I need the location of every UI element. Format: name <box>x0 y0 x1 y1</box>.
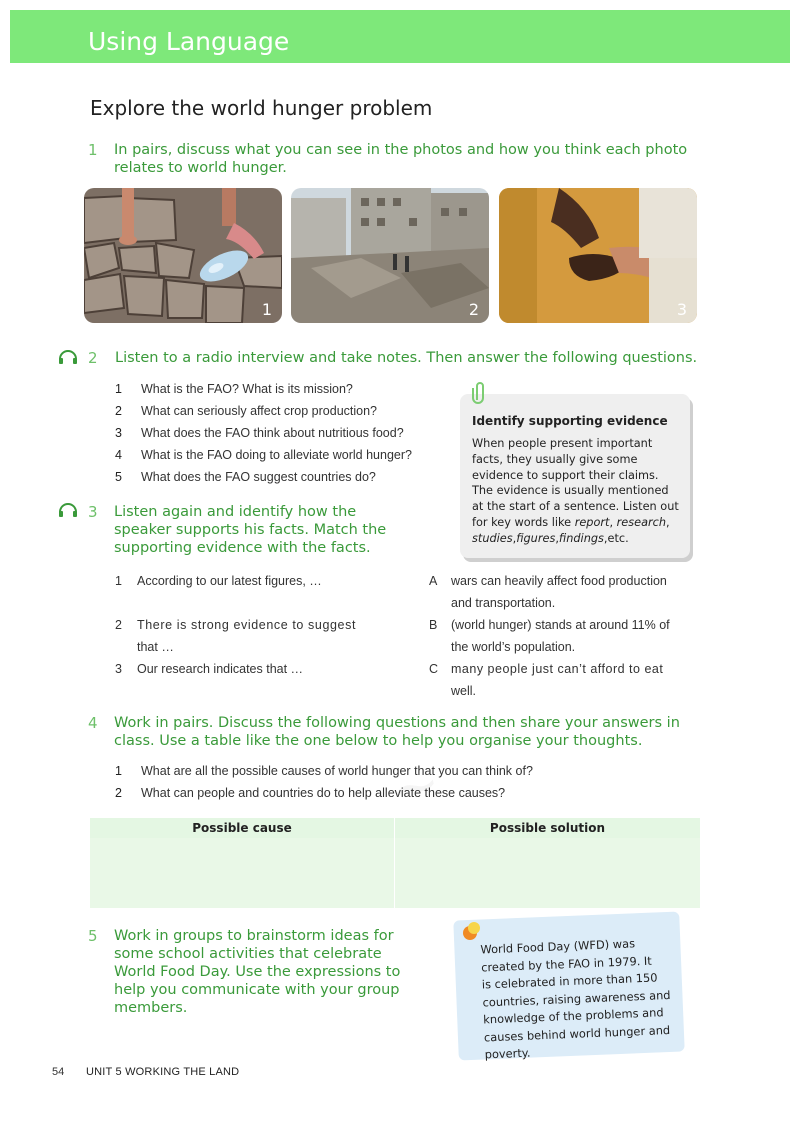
item-text: well. <box>451 684 477 698</box>
tip-line: The evidence is usually mentioned <box>472 484 669 498</box>
task-2-question-list <box>115 382 455 492</box>
tip-line: When people present important <box>472 437 653 450</box>
unit-label: UNIT 5 WORKING THE LAND <box>86 1066 240 1078</box>
photo-number: 1 <box>261 300 272 319</box>
headphones-icon <box>58 500 78 518</box>
item-text: many people just can’t afford to eat <box>451 662 664 676</box>
list-item <box>115 404 377 418</box>
item-letter: A <box>429 574 438 588</box>
item-number: 1 <box>115 382 122 396</box>
task-4-line: Work in pairs. Discuss the following questions and then share your answers in <box>114 715 680 731</box>
note-line: causes behind world hunger and <box>483 1022 671 1044</box>
task-5-line: Work in groups to brainstorm ideas for <box>114 928 394 944</box>
tip-line <box>472 531 684 547</box>
item-number: 2 <box>115 786 122 800</box>
tip-line: at the start of a sentence. Listen out <box>472 500 679 514</box>
separator: , <box>555 531 559 545</box>
photo-number: 2 <box>468 300 479 319</box>
note-line: countries, raising awareness and <box>482 987 671 1009</box>
item-text: What is the FAO doing to alleviate world hunger? <box>141 448 412 462</box>
headphones-icon <box>58 347 78 365</box>
item-text: What does the FAO suggest countries do? <box>141 470 376 484</box>
task-5-line: help you communicate with your group <box>114 982 400 998</box>
item-number: 2 <box>115 618 122 632</box>
task-5-number: 5 <box>88 927 98 945</box>
note-card <box>453 912 684 1061</box>
task-1-number: 1 <box>88 141 98 159</box>
task-4-text <box>114 714 680 750</box>
note-text <box>480 934 675 1064</box>
note-line: poverty. <box>484 1045 531 1062</box>
list-item <box>115 448 412 462</box>
keyword: studies <box>472 531 513 545</box>
table-header-cause: Possible cause <box>192 821 292 835</box>
note-line: knowledge of the problems and <box>482 1005 664 1027</box>
table-body-row <box>90 838 700 908</box>
hands-photo <box>499 188 697 323</box>
list-item <box>115 382 353 396</box>
keyword: figures <box>516 531 556 545</box>
item-number: 1 <box>115 574 122 588</box>
note-line: created by the FAO in 1979. It <box>480 953 652 975</box>
evidence-list <box>115 570 405 680</box>
page-header-title: Using Language <box>88 27 290 56</box>
task-5-text <box>114 927 400 1017</box>
item-text: What can seriously affect crop production? <box>141 404 378 418</box>
separator: , <box>512 531 517 545</box>
item-letter: C <box>429 662 439 676</box>
keyword: research <box>616 515 667 529</box>
keyword: findings <box>558 531 604 545</box>
tip-body <box>472 436 684 547</box>
item-number: 1 <box>115 764 122 778</box>
photo-number: 3 <box>676 300 687 319</box>
item-text: There is strong evidence to suggest <box>137 618 357 632</box>
tip-card <box>460 394 690 558</box>
facts-list <box>429 570 704 704</box>
tip-line <box>472 515 684 531</box>
list-item <box>115 426 404 440</box>
task-2-text: Listen to a radio interview and take notes. Then answer the following questions. <box>115 350 698 366</box>
item-number: 2 <box>115 404 122 418</box>
item-text: that … <box>137 640 174 654</box>
task-3-line: supporting evidence with the facts. <box>114 540 371 556</box>
task-5-line: some school activities that celebrate <box>114 946 382 962</box>
task-4-question-list <box>115 764 595 808</box>
list-item <box>115 786 505 800</box>
task-5-line: members. <box>114 1000 188 1016</box>
item-text: Our research indicates that … <box>137 662 304 676</box>
item-number: 3 <box>115 426 122 440</box>
item-number: 5 <box>115 470 122 484</box>
task-5-line: World Food Day. Use the expressions to <box>114 964 401 980</box>
item-number: 3 <box>115 662 122 676</box>
item-text: What does the FAO think about nutritious food? <box>141 426 404 440</box>
separator: , <box>666 515 670 529</box>
war-rubble-photo <box>291 188 489 323</box>
task-1-line: In pairs, discuss what you can see in the photos and how you think each photo <box>114 142 688 158</box>
task-3-line: Listen again and identify how the <box>114 504 357 520</box>
task-2-number: 2 <box>88 349 98 367</box>
task-4-number: 4 <box>88 714 98 732</box>
item-text: and transportation. <box>451 596 556 610</box>
keyword: report <box>574 515 610 529</box>
pin-icon <box>460 920 484 944</box>
task-3-number: 3 <box>88 503 98 521</box>
tip-title: Identify supporting evidence <box>472 414 668 428</box>
item-text: What can people and countries do to help alleviate these causes? <box>141 786 506 800</box>
tip-line: facts, they usually give some <box>472 452 638 466</box>
note-line: is celebrated in more than 150 <box>481 970 658 992</box>
drought-cracked-earth-photo <box>84 188 282 323</box>
list-item <box>115 470 376 484</box>
item-text: According to our latest figures, … <box>137 574 322 588</box>
separator: , <box>603 531 608 545</box>
note-line: World Food Day (WFD) was <box>480 936 636 957</box>
tip-text: for key words like <box>472 515 575 529</box>
item-text: What are all the possible causes of world hunger that you can think of? <box>141 764 533 778</box>
paperclip-icon <box>472 380 488 404</box>
section-title: Explore the world hunger problem <box>90 96 433 120</box>
task-3-text <box>114 503 386 557</box>
separator: , <box>609 515 617 529</box>
item-letter: B <box>429 618 438 632</box>
tip-text: etc. <box>607 531 629 545</box>
task-1-text <box>114 141 687 177</box>
task-4-line: class. Use a table like the one below to help you organise your thoughts. <box>114 733 643 749</box>
task-3-line: speaker supports his facts. Match the <box>114 522 387 538</box>
table-header-solution: Possible solution <box>489 821 606 835</box>
task-1-line: relates to world hunger. <box>114 160 287 176</box>
page-number: 54 <box>52 1066 65 1078</box>
item-text: What is the FAO? What is its mission? <box>141 382 353 396</box>
item-number: 4 <box>115 448 122 462</box>
tip-line: evidence to support their claims. <box>472 468 659 482</box>
item-text: the world’s population. <box>451 640 576 654</box>
item-text: wars can heavily affect food production <box>451 574 667 588</box>
list-item <box>115 764 533 778</box>
item-text: (world hunger) stands at around 11% of <box>451 618 670 632</box>
